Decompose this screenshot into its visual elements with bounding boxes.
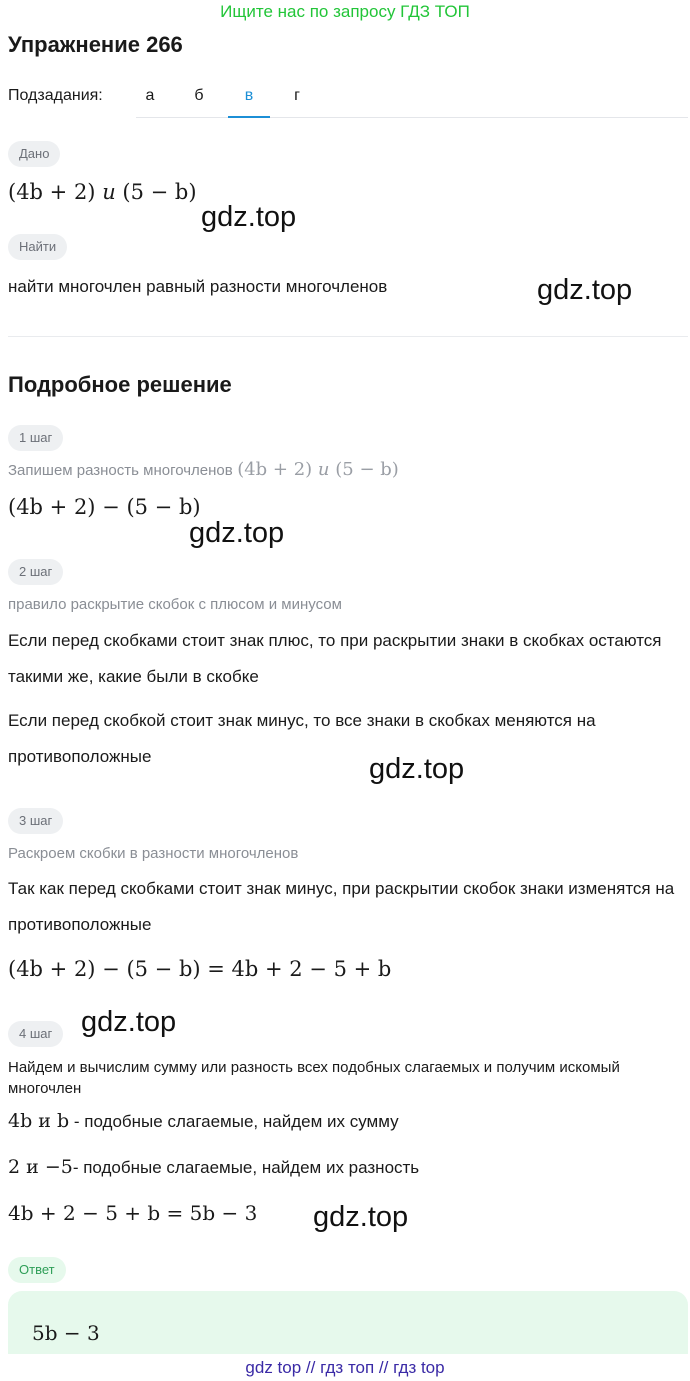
find-badge: Найти: [8, 234, 67, 260]
step-3-formula: (4b + 2) − (5 − b) = 4b + 2 − 5 + b: [8, 957, 392, 981]
subtasks-bar: [8, 84, 688, 118]
step-2-para-2: Если перед скобкой стоит знак минус, то все знаки в скобках меняются на противоположные: [8, 711, 596, 766]
subtasks-label: Подзадания:: [8, 87, 103, 104]
step-1-subtitle-math: [237, 459, 399, 480]
step-1-sub-expr-b: (5 − b): [335, 459, 399, 480]
tab-a[interactable]: а: [145, 87, 155, 104]
step-4-subtitle: Найдем и вычислим сумму или разность всех подобных слагаемых и получим искомый многочлен: [8, 1059, 620, 1097]
step-1-subtitle-text: Запишем разность многочленов: [8, 462, 233, 479]
step-4-line-2-expr: 2 и −5: [8, 1156, 73, 1178]
given-expression: [8, 180, 197, 204]
step-4-formula: 4b + 2 − 5 + b = 5b − 3: [8, 1201, 258, 1225]
step-3-para: Так как перед скобками стоит знак минус, при раскрытии скобок знаки изменятся на противоположные: [8, 879, 675, 934]
exercise-title: Упражнение 266: [8, 32, 183, 57]
step-1-formula: (4b + 2) − (5 − b): [8, 495, 201, 519]
given-expr-b: (5 − b): [122, 180, 197, 204]
watermark: gdz.top: [201, 201, 297, 233]
step-1-sub-expr-a: (4b + 2): [237, 459, 313, 480]
step-4-line-1-text: - подобные слагаемые, найдем их сумму: [69, 1112, 399, 1131]
watermark: gdz.top: [369, 753, 465, 785]
search-banner: Ищите нас по запросу ГДЗ ТОП: [220, 2, 470, 21]
step-3-subtitle: Раскроем скобки в разности многочленов: [8, 845, 299, 862]
given-expr-a: (4b + 2): [8, 180, 96, 204]
footer-links: gdz top // гдз топ // гдз top: [0, 1354, 690, 1381]
given-badge: Дано: [8, 141, 60, 167]
step-3-badge: 3 шаг: [8, 808, 63, 834]
step-4-line-2: [8, 1156, 419, 1178]
step-1-sub-conj: и: [317, 459, 330, 480]
step-2-subtitle: правило раскрытие скобок с плюсом и минусом: [8, 596, 342, 613]
find-text: найти многочлен равный разности многочленов: [8, 277, 388, 296]
step-1-subtitle: [8, 459, 399, 480]
watermark: gdz.top: [537, 274, 633, 306]
tab-v[interactable]: в: [228, 87, 270, 118]
watermark: gdz.top: [81, 1006, 177, 1038]
solution-title: Подробное решение: [8, 372, 232, 397]
watermark: gdz.top: [313, 1201, 409, 1233]
step-1-badge: 1 шаг: [8, 425, 63, 451]
step-4-line-1-expr: 4b и b: [8, 1110, 70, 1132]
step-2-para-1: Если перед скобками стоит знак плюс, то при раскрытии знаки в скобках остаются такими же, какие были в скобке: [8, 631, 662, 686]
tab-b[interactable]: б: [194, 87, 204, 104]
step-4-line-2-text: - подобные слагаемые, найдем их разность: [72, 1158, 420, 1177]
answer-value: 5b − 3: [32, 1321, 100, 1345]
section-divider: [8, 336, 688, 337]
tab-g[interactable]: г: [294, 87, 300, 104]
step-4-badge: 4 шаг: [8, 1021, 63, 1047]
given-conj: и: [102, 180, 116, 204]
step-4-line-1: [8, 1110, 399, 1132]
watermark: gdz.top: [189, 517, 285, 549]
step-2-badge: 2 шаг: [8, 559, 63, 585]
answer-badge: Ответ: [8, 1257, 66, 1283]
